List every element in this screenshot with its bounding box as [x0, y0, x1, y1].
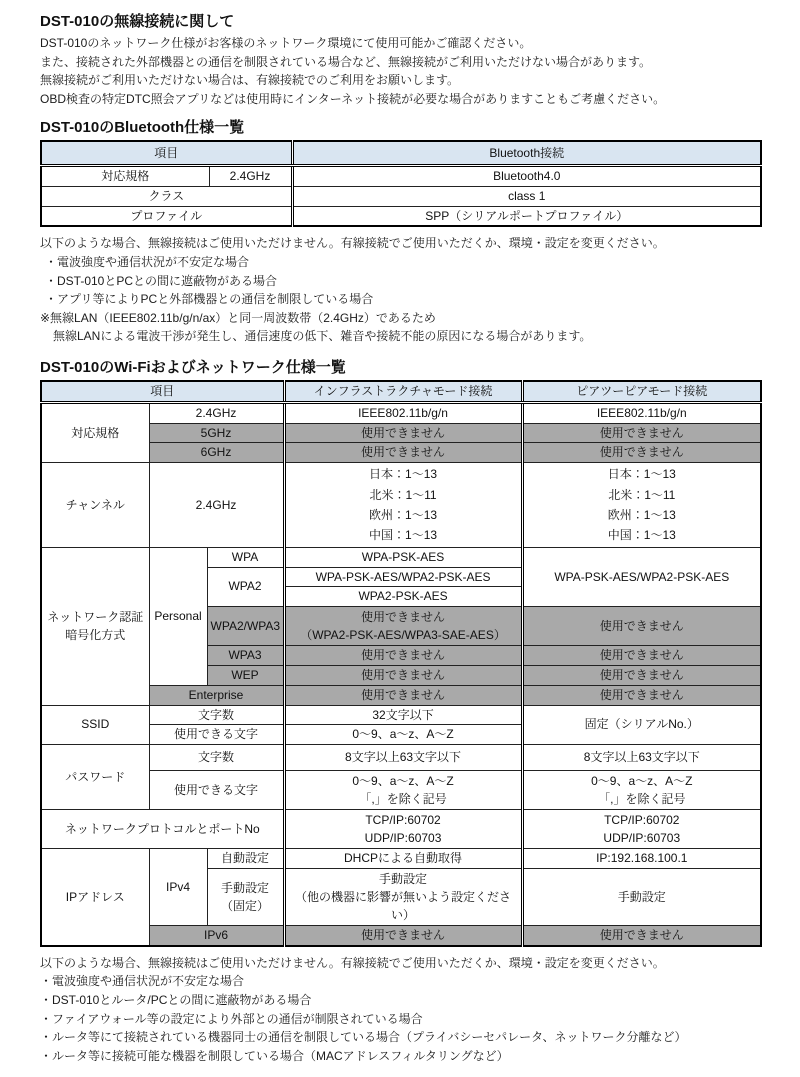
intro-paragraphs: [40, 34, 762, 108]
bt-header-value: Bluetooth接続: [292, 141, 761, 165]
wifi-ip-manual-p2p: 手動設定: [522, 868, 761, 925]
wifi-password-usable-p2p: 0～9、a～z、A～Z 「,」を除く記号: [522, 771, 761, 810]
table-row: [41, 402, 761, 423]
wifi-auth-enterprise-p2p: 使用できません: [522, 685, 761, 705]
wifi-ip-label: IPアドレス: [41, 849, 149, 946]
wifi-auth-personal: Personal: [149, 547, 207, 685]
note-line: 以下のような場合、無線接続はご使用いただけません。有線接続でご使用いただくか、環境・設定を変更ください。: [40, 955, 665, 970]
wifi-header-infra: インフラストラクチャモード接続: [284, 381, 522, 402]
wifi-ssid-chars-infra: 32文字以下: [284, 705, 522, 725]
wifi-standard-p2p-6: 使用できません: [522, 443, 761, 463]
wifi-auth-enterprise-infra: 使用できません: [284, 685, 522, 705]
wifi-standard-label: 対応規格: [41, 402, 149, 462]
bt-class-value: class 1: [292, 186, 761, 206]
wifi-protocol-p2p: TCP/IP:60702 UDP/IP:60703: [522, 810, 761, 849]
wifi-standard-infra-6: 使用できません: [284, 443, 522, 463]
wifi-password-chars-label: 文字数: [149, 745, 284, 771]
table-row: [41, 685, 761, 705]
table-row: [41, 745, 761, 771]
wifi-password-chars-infra: 8文字以上63文字以下: [284, 745, 522, 771]
wifi-auth-wpa2wpa3-p2p: 使用できません: [522, 607, 761, 646]
table-row: [41, 165, 761, 186]
wifi-ip-manual-infra: 手動設定 （他の機器に影響が無いよう設定ください）: [284, 868, 522, 925]
wifi-auth-wpa2wpa3-label: WPA2/WPA3: [207, 607, 284, 646]
wifi-standard-band-6: 6GHz: [149, 443, 284, 463]
intro-paragraph: OBD検査の特定DTC照会アプリなどは使用時にインターネット接続が必要な場合がありますこともご考慮ください。: [40, 91, 666, 106]
wifi-password-chars-p2p: 8文字以上63文字以下: [522, 745, 761, 771]
intro-paragraph: DST-010のネットワーク仕様がお客様のネットワーク環境にて使用可能かご確認ください。: [40, 36, 532, 50]
wifi-auth-wpa3-p2p: 使用できません: [522, 646, 761, 666]
bt-standard-label: 対応規格: [41, 165, 209, 186]
table-row: [41, 705, 761, 725]
wifi-standard-band-24: 2.4GHz: [149, 402, 284, 423]
table-row: [41, 186, 761, 206]
wifi-password-usable-infra: 0～9、a～z、A～Z 「,」を除く記号: [284, 771, 522, 810]
wifi-auth-wpa2wpa3-infra: 使用できません （WPA2-PSK-AES/WPA3-SAE-AES）: [284, 607, 522, 646]
intro-paragraph: また、接続された外部機器との通信を制限されている場合など、無線接続がご利用いただけない場合があります。: [40, 54, 652, 69]
wifi-ip-auto-label: 自動設定: [207, 849, 284, 869]
wifi-ip-ipv6-p2p: 使用できません: [522, 925, 761, 945]
wifi-password-usable-label: 使用できる文字: [149, 771, 284, 810]
wifi-header-item: 項目: [41, 381, 284, 402]
wifi-auth-p2p-wpa-wpa2: WPA-PSK-AES/WPA2-PSK-AES: [522, 547, 761, 606]
note-line: ・ルータ等にて接続されている機器同士の通信を制限している場合（プライバシーセパレータ、ネットワーク分離など）: [40, 1030, 687, 1045]
wifi-standard-infra-5: 使用できません: [284, 423, 522, 443]
bt-header-item: 項目: [41, 141, 292, 165]
note-line: ・アプリ等によりPCと外部機器との通信を制限している場合: [45, 292, 374, 307]
note-line: ・電波強度や通信状況が不安定な場合: [45, 255, 250, 270]
table-row: [41, 206, 761, 226]
wifi-section-title: DST-010のWi-Fiおよびネットワーク仕様一覧: [40, 359, 346, 377]
wifi-auth-wep-label: WEP: [207, 665, 284, 685]
table-row: [41, 443, 761, 463]
wifi-ssid-usable-label: 使用できる文字: [149, 725, 284, 745]
wifi-ip-manual-label: 手動設定 （固定）: [207, 868, 284, 925]
wifi-ip-ipv6-infra: 使用できません: [284, 925, 522, 945]
wifi-auth-label: ネットワーク認証 暗号化方式: [41, 547, 149, 705]
wifi-password-label: パスワード: [41, 745, 149, 810]
table-row: [41, 423, 761, 443]
bluetooth-section-title: DST-010のBluetooth仕様一覧: [40, 119, 245, 137]
wifi-protocol-infra: TCP/IP:60702 UDP/IP:60703: [284, 810, 522, 849]
wifi-auth-enterprise-label: Enterprise: [149, 685, 284, 705]
wifi-ssid-label: SSID: [41, 705, 149, 745]
table-row: [41, 849, 761, 869]
wireless-section-title: DST-010の無線接続に関して: [40, 13, 235, 30]
intro-paragraph: 無線接続がご利用いただけない場合は、有線接続でのご利用をお願いします。: [40, 73, 460, 88]
wifi-auth-wpa3-label: WPA3: [207, 646, 284, 666]
wifi-protocol-label: ネットワークプロトコルとポートNo: [41, 810, 284, 849]
wifi-auth-wpa2-infra1: WPA-PSK-AES/WPA2-PSK-AES: [284, 567, 522, 587]
wifi-standard-p2p-24: IEEE802.11b/g/n: [522, 402, 761, 423]
table-row: [41, 463, 761, 548]
note-line: ・電波強度や通信状況が不安定な場合: [40, 974, 245, 989]
wifi-channel-p2p: 日本：1～13 北米：1～11 欧州：1～13 中国：1～13: [522, 463, 761, 548]
bt-standard-band: 2.4GHz: [209, 165, 292, 186]
note-line: ・ファイアウォール等の設定により外部との通信が制限されている場合: [40, 1011, 423, 1026]
wifi-ip-ipv4: IPv4: [149, 849, 207, 926]
wifi-channel-band: 2.4GHz: [149, 463, 284, 548]
note-line: ・DST-010とPCとの間に遮蔽物がある場合: [45, 273, 278, 288]
wifi-auth-wpa2-label: WPA2: [207, 567, 284, 607]
wifi-ip-ipv6-label: IPv6: [149, 925, 284, 945]
wifi-notes: [40, 954, 762, 1066]
wifi-standard-band-5: 5GHz: [149, 423, 284, 443]
bt-standard-value: Bluetooth4.0: [292, 165, 761, 186]
table-row: [41, 547, 761, 567]
wifi-ip-auto-p2p: IP:192.168.100.1: [522, 849, 761, 869]
bt-profile-value: SPP（シリアルポートプロファイル）: [292, 206, 761, 226]
wifi-channel-infra: 日本：1～13 北米：1～11 欧州：1～13 中国：1～13: [284, 463, 522, 548]
wifi-auth-wep-p2p: 使用できません: [522, 665, 761, 685]
wifi-ip-auto-infra: DHCPによる自動取得: [284, 849, 522, 869]
table-header-row: [41, 381, 761, 402]
bluetooth-notes: [40, 234, 762, 346]
wifi-auth-wpa-infra: WPA-PSK-AES: [284, 547, 522, 567]
table-row: [41, 810, 761, 849]
wifi-ssid-chars-label: 文字数: [149, 705, 284, 725]
bt-class-label: クラス: [41, 186, 292, 206]
table-row: [41, 925, 761, 945]
bt-profile-label: プロファイル: [41, 206, 292, 226]
note-line: 無線LANによる電波干渉が発生し、通信速度の低下、雑音や接続不能の原因になる場合があります。: [53, 329, 592, 344]
wifi-auth-wpa2-infra2: WPA2-PSK-AES: [284, 587, 522, 607]
wifi-channel-label: チャンネル: [41, 463, 149, 548]
wifi-auth-wpa3-infra: 使用できません: [284, 646, 522, 666]
wifi-ssid-p2p: 固定（シリアルNo.）: [522, 705, 761, 745]
note-line: ・DST-010とルータ/PCとの間に遮蔽物がある場合: [40, 992, 312, 1007]
table-row: [41, 771, 761, 810]
table-header-row: [41, 141, 761, 165]
wifi-table: [40, 380, 762, 947]
wifi-header-p2p: ピアツーピアモード接続: [522, 381, 761, 402]
note-line: ※無線LAN（IEEE802.11b/g/n/ax）と同一周波数帯（2.4GHz）であるため: [40, 310, 436, 325]
note-line: 以下のような場合、無線接続はご使用いただけません。有線接続でご使用いただくか、環境・設定を変更ください。: [40, 236, 665, 251]
wifi-standard-p2p-5: 使用できません: [522, 423, 761, 443]
wifi-auth-wep-infra: 使用できません: [284, 665, 522, 685]
wifi-standard-infra-24: IEEE802.11b/g/n: [284, 402, 522, 423]
wifi-auth-wpa-label: WPA: [207, 547, 284, 567]
note-line: ・ルータ等に接続可能な機器を制限している場合（MACアドレスフィルタリングなど）: [40, 1048, 509, 1063]
bluetooth-table: [40, 140, 762, 227]
wifi-ssid-usable-infra: 0～9、a～z、A～Z: [284, 725, 522, 745]
